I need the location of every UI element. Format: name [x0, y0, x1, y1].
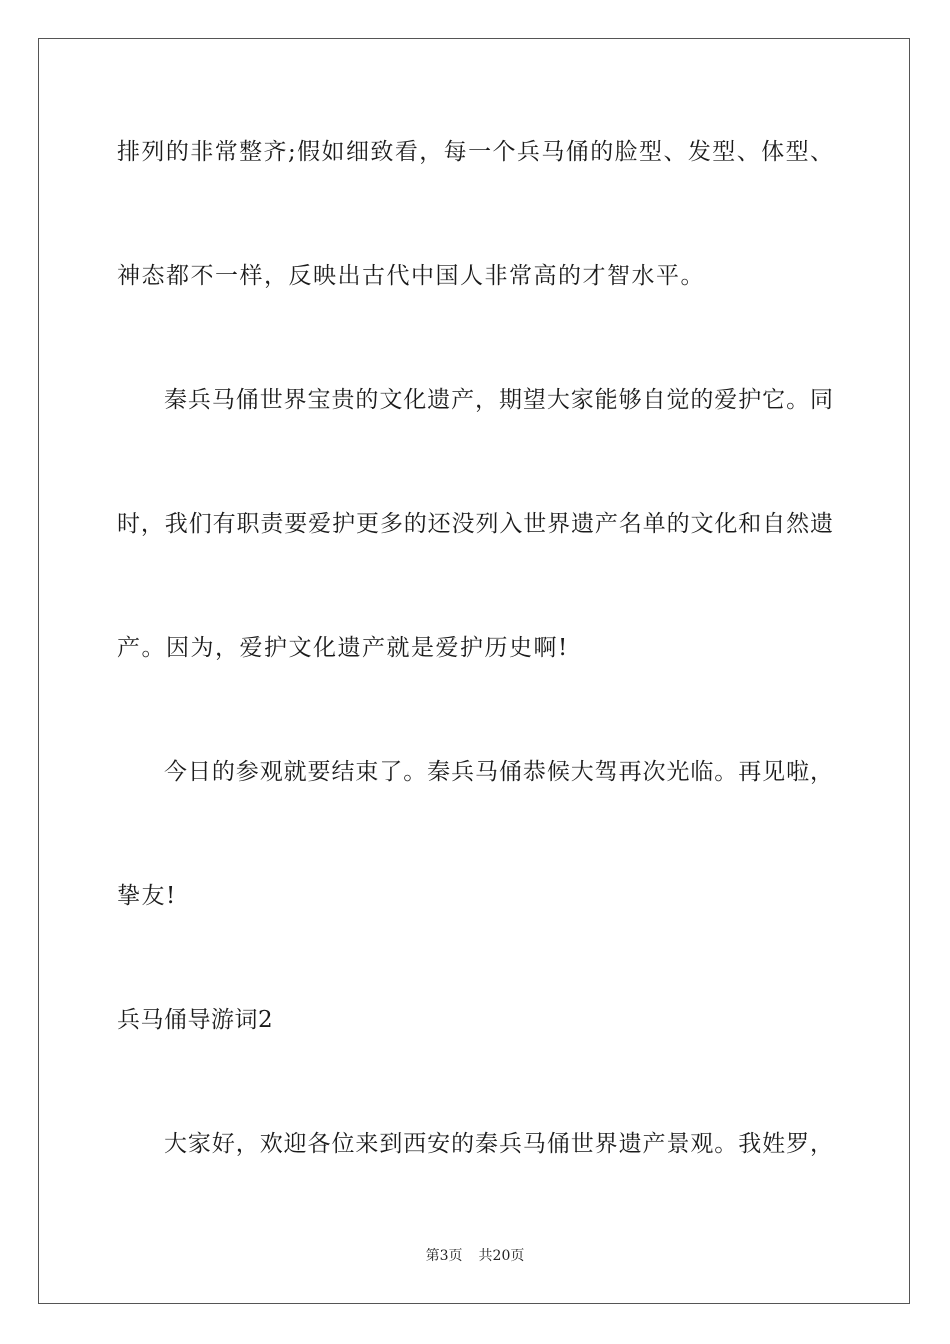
section-heading: 兵马俑导游词2	[117, 1007, 274, 1033]
text-line-1: 排列的非常整齐;假如细致看，每一个兵马俑的脸型、发型、体型、	[117, 139, 833, 165]
text-line-4: 时，我们有职责要爱护更多的还没列入世界遗产名单的文化和自然遗	[117, 511, 833, 537]
text-line-2: 神态都不一样，反映出古代中国人非常高的才智水平。	[117, 263, 705, 289]
text-line-7: 挚友!	[117, 883, 177, 909]
total-pages: 共20页	[478, 1248, 525, 1264]
text-line-6: 今日的参观就要结束了。秦兵马俑恭候大驾再次光临。再见啦，	[164, 759, 833, 785]
page-footer	[0, 1247, 950, 1265]
text-line-3: 秦兵马俑世界宝贵的文化遗产，期望大家能够自觉的爱护它。同	[164, 387, 833, 413]
page-frame	[38, 38, 910, 1304]
page-number: 第3页	[425, 1248, 463, 1264]
text-line-9: 大家好，欢迎各位来到西安的秦兵马俑世界遗产景观。我姓罗，	[164, 1131, 833, 1157]
text-line-5: 产。因为，爱护文化遗产就是爱护历史啊!	[117, 635, 569, 661]
